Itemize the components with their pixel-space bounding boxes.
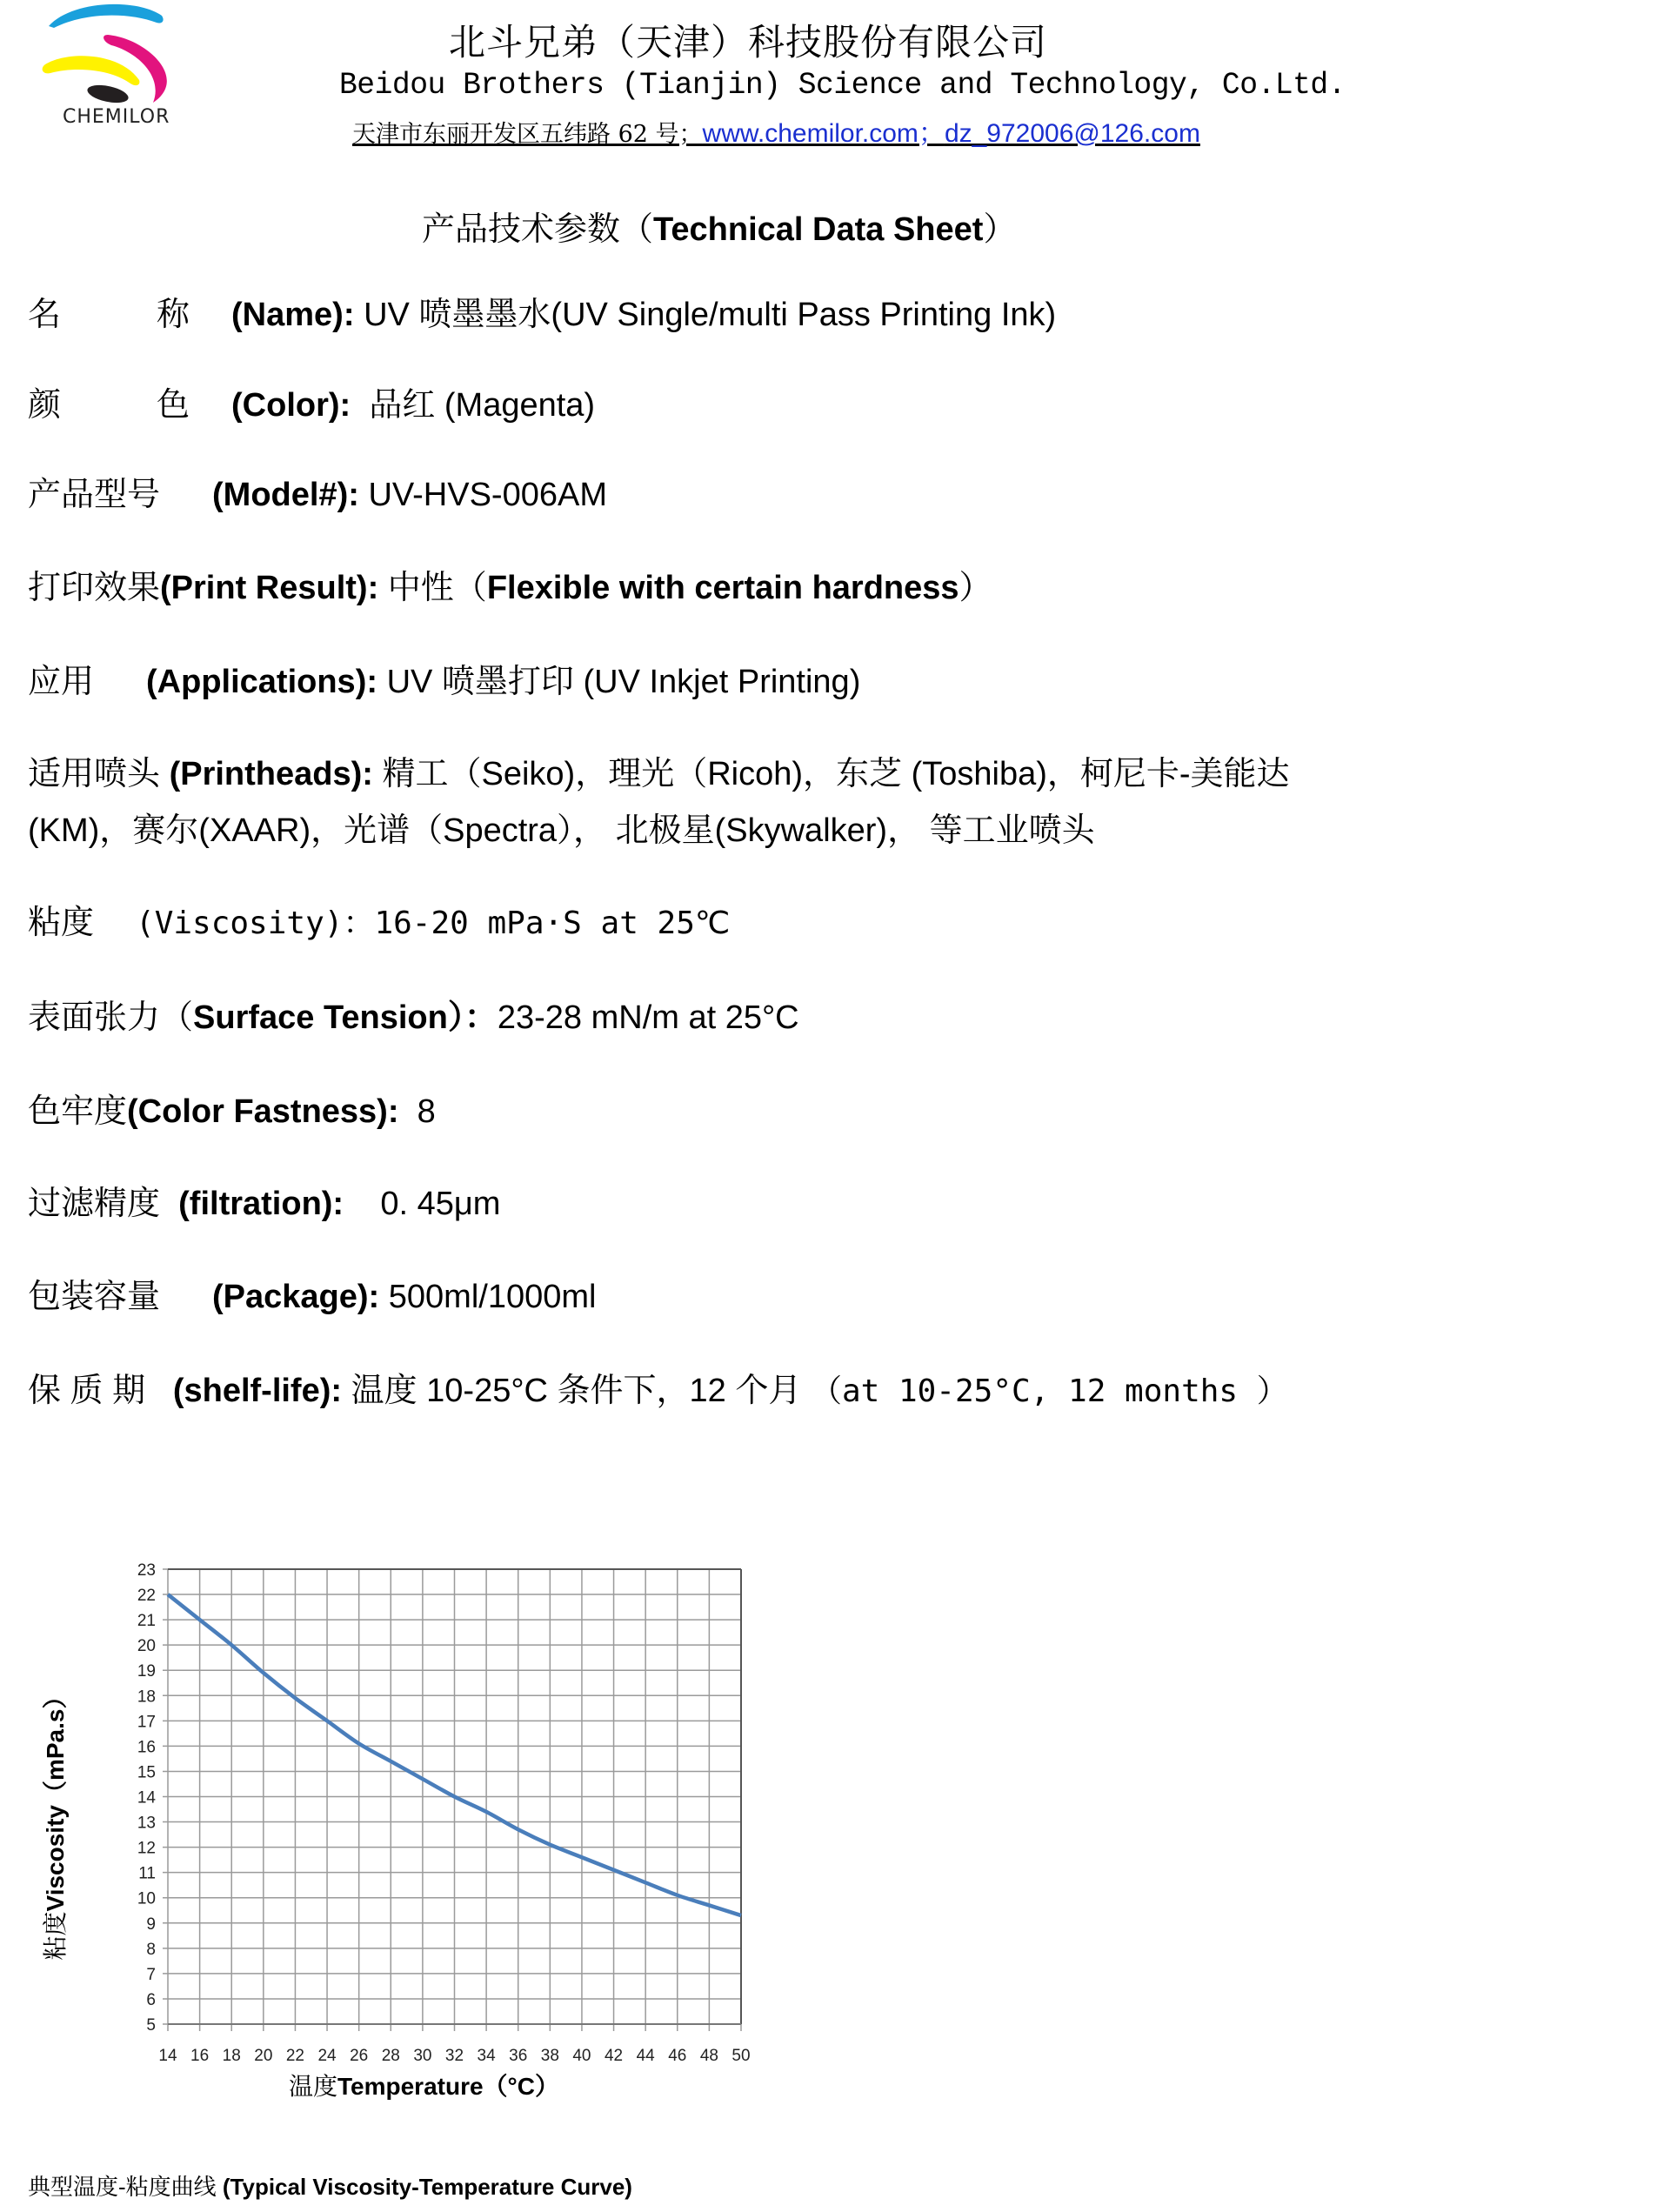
x-tick-label: 48: [699, 2047, 718, 2065]
x-tick-label: 44: [636, 2047, 655, 2065]
y-tick-label: 12: [137, 1839, 156, 1858]
spec-value-cn: 温度 10-25°C 条件下，12 个月: [351, 1373, 802, 1409]
company-name-cn: 北斗兄弟（天津）科技股份有限公司: [449, 21, 1048, 63]
spec-label-en: (Applications):: [146, 664, 377, 700]
spec-label-en: (Model#):: [212, 477, 359, 513]
chemilor-logo-icon: [24, 0, 172, 109]
spec-label-cn: 过滤精度: [28, 1186, 161, 1222]
spec-value-cn: 中性（: [387, 570, 487, 606]
y-tick-label: 14: [137, 1788, 156, 1808]
chart-x-axis-title: [289, 2068, 559, 2102]
spec-row-filtration: [28, 1187, 500, 1220]
address-text: 天津市东丽开发区五纬路 62 号；: [352, 121, 703, 148]
y-tick-label: 6: [146, 1990, 156, 2009]
spec-value: UV-HVS-006AM: [368, 477, 607, 513]
spec-value: 500ml/1000ml: [388, 1279, 597, 1315]
y-tick-label: 20: [137, 1637, 156, 1656]
spec-label-cn: 称: [157, 297, 190, 333]
spec-row-color-fastness: [28, 1095, 436, 1128]
spec-row-package: [28, 1280, 596, 1313]
company-logo: [24, 0, 172, 139]
y-tick-label: 22: [137, 1587, 156, 1606]
y-tick-label: 8: [146, 1940, 156, 1959]
y-tick-label: 19: [137, 1662, 156, 1681]
spec-value: UV 喷墨打印 (UV Inkjet Printing): [386, 664, 861, 700]
spec-label-cn: 色牢度: [28, 1093, 128, 1130]
spec-label-cn: 产品型号: [28, 477, 161, 513]
spec-label-cn: 应用: [28, 664, 95, 700]
spec-label-en: (filtration):: [178, 1186, 344, 1222]
spec-row-viscosity: [28, 906, 730, 939]
y-tick-label: 7: [146, 1965, 156, 1984]
x-tick-label: 16: [190, 2047, 210, 2065]
spec-label-en: Surface Tension: [193, 999, 448, 1036]
logo-wordmark: CHEMILOR: [63, 106, 170, 128]
y-title-unit: （mPa.s）: [42, 1684, 69, 1806]
company-name-en: Beidou Brothers (Tianjin) Science and Technology, Co.Ltd.: [339, 68, 1346, 103]
spec-label-en: (shelf-life):: [172, 1373, 343, 1409]
contact-line: [352, 111, 1200, 150]
spec-value: 16-20 mPa·S at 25℃: [374, 906, 731, 941]
spec-value: UV 喷墨墨水(UV Single/multi Pass Printing Ink): [364, 297, 1057, 333]
spec-row-applications: [28, 665, 860, 698]
spec-label-cn: 保 质 期: [28, 1373, 146, 1409]
spec-label-cn: 打印效果: [28, 570, 161, 606]
spec-label-close: ）：: [447, 999, 498, 1036]
spec-row-name: [28, 298, 1056, 331]
spec-value: 23-28 mN/m at 25°C: [497, 999, 799, 1036]
spec-row-shelf-life: [28, 1374, 1288, 1407]
spec-value: (KM)，赛尔(XAAR)，光谱（Spectra）， 北极星(Skywalker)， 等工业喷头: [28, 812, 1095, 849]
spec-label-en: (Printheads):: [169, 756, 373, 792]
title-cn: 产品技术参数（: [422, 211, 654, 248]
spec-label-cn: 颜: [28, 387, 62, 424]
y-tick-label: 15: [137, 1763, 156, 1782]
website-link[interactable]: www.chemilor.com: [702, 119, 918, 148]
y-tick-label: 10: [137, 1889, 156, 1908]
y-tick-label: 9: [146, 1915, 156, 1934]
page-title: [422, 202, 1016, 250]
y-tick-label: 21: [137, 1612, 156, 1631]
spec-label-cn: 色: [157, 387, 190, 424]
y-tick-label: 23: [137, 1561, 156, 1580]
spec-value: Flexible with certain hardness: [486, 570, 959, 606]
x-tick-label: 22: [285, 2047, 305, 2065]
spec-row-printheads: [28, 758, 1290, 791]
spec-label-cn: 表面张力（: [28, 999, 194, 1036]
x-tick-label: 26: [350, 2047, 369, 2065]
spec-label-en: (Print Result):: [160, 570, 379, 606]
spec-label-cn: 适用喷头: [28, 756, 161, 792]
spec-value-close: ）: [959, 570, 992, 606]
email-link[interactable]: dz_972006@126.com: [944, 119, 1200, 148]
spec-value: （at 10-25°C, 12 months ）: [810, 1373, 1288, 1409]
x-tick-label: 30: [413, 2047, 432, 2065]
chart-y-axis-title: [37, 1685, 71, 1961]
x-title-cn: 温度: [289, 2073, 338, 2100]
y-tick-label: 13: [137, 1814, 156, 1833]
y-tick-label: 16: [137, 1738, 156, 1757]
x-tick-label: 34: [477, 2047, 496, 2065]
x-tick-label: 38: [540, 2047, 559, 2065]
title-close: ）: [983, 211, 1017, 248]
x-tick-label: 36: [509, 2047, 528, 2065]
spec-value: 品红 (Magenta): [369, 387, 596, 424]
spec-label-en: (Package):: [212, 1279, 380, 1315]
y-tick-label: 5: [146, 2016, 156, 2035]
spec-row-surface-tension: [28, 1001, 799, 1034]
spec-row-model: [28, 478, 607, 511]
spec-row-color: [28, 389, 595, 422]
chart-caption: [28, 2169, 632, 2202]
caption-cn: 典型温度-粘度曲线: [28, 2174, 223, 2200]
spec-label-en: (Color Fastness):: [127, 1093, 399, 1130]
x-tick-label: 46: [668, 2047, 687, 2065]
spec-value: 精工（Seiko)，理光（Ricoh)，东芝 (Toshiba)，柯尼卡-美能达: [382, 756, 1290, 792]
title-en: Technical Data Sheet: [653, 211, 984, 248]
y-tick-label: 17: [137, 1713, 156, 1732]
spec-row-printheads-cont: [28, 814, 1095, 847]
x-tick-label: 18: [222, 2047, 241, 2065]
contact-separator: ；: [918, 119, 945, 148]
spec-value: 8: [417, 1093, 436, 1130]
spec-label-cn: 名: [28, 297, 62, 333]
x-tick-label: 32: [444, 2047, 464, 2065]
x-tick-label: 14: [158, 2047, 177, 2065]
spec-row-print-result: [28, 571, 992, 605]
x-tick-label: 50: [731, 2047, 751, 2065]
x-tick-label: 42: [604, 2047, 624, 2065]
y-tick-label: 11: [138, 1864, 156, 1883]
spec-label-cn: 包装容量: [28, 1279, 161, 1315]
y-title-en: Viscosity: [42, 1805, 69, 1912]
spec-value: 0. 45μm: [380, 1186, 501, 1222]
spec-label-en: (Name):: [231, 297, 355, 333]
spec-label-en: (Color):: [231, 387, 351, 424]
y-tick-label: 18: [137, 1687, 156, 1707]
y-title-cn: 粘度: [42, 1911, 69, 1961]
x-tick-label: 28: [381, 2047, 400, 2065]
spec-label-cn: 粘度: [28, 905, 95, 941]
x-tick-label: 40: [572, 2047, 591, 2065]
spec-label-en: (Viscosity)：: [136, 906, 375, 941]
x-title-en: Temperature（°C）: [337, 2073, 559, 2100]
chart-plot: [0, 1540, 835, 2079]
caption-en: (Typical Viscosity-Temperature Curve): [222, 2174, 632, 2200]
x-tick-label: 20: [254, 2047, 273, 2065]
x-tick-label: 24: [317, 2047, 337, 2065]
